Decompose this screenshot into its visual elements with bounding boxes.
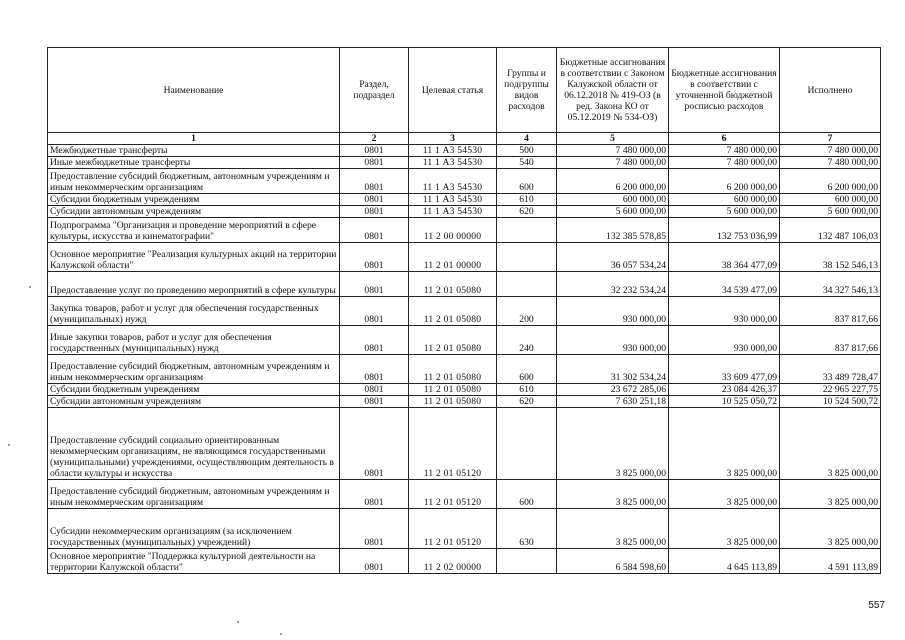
row-name: Субсидии бюджетным учреждениям (48, 384, 340, 396)
row-section: 0801 (340, 355, 409, 384)
header-expense-group: Группы и подгруппы видов расходов (497, 48, 557, 133)
column-number: 5 (557, 133, 669, 145)
scan-speck (237, 621, 239, 623)
table-row (48, 218, 881, 243)
row-name: Межбюджетные трансферты (48, 145, 340, 157)
row-target-article: 11 1 А3 54530 (409, 169, 497, 194)
row-target-article: 11 2 01 05120 (409, 480, 497, 509)
row-law-amount: 132 385 578,85 (557, 218, 669, 243)
row-section: 0801 (340, 297, 409, 326)
header-section: Раздел, подраздел (340, 48, 409, 133)
header-law-allocations: Бюджетные ассигнования в соответствии с Законом Калужской области от 06.12.2018 № 419-ОЗ (в ред. Закона КО от 05.12.2019 № 534-ОЗ) (557, 48, 669, 133)
row-target-article: 11 2 01 05080 (409, 355, 497, 384)
table-row (48, 384, 881, 396)
header-row (48, 48, 881, 133)
row-section: 0801 (340, 509, 409, 549)
row-target-article: 11 1 А3 54530 (409, 157, 497, 169)
row-refined-amount: 4 645 113,89 (669, 549, 780, 574)
row-target-article: 11 2 01 05120 (409, 509, 497, 549)
row-refined-amount: 7 480 000,00 (669, 145, 780, 157)
row-expense-group: 610 (497, 194, 557, 206)
table-row (48, 549, 881, 574)
row-law-amount: 930 000,00 (557, 326, 669, 355)
row-law-amount: 6 200 000,00 (557, 169, 669, 194)
column-number: 2 (340, 133, 409, 145)
row-target-article: 11 2 02 00000 (409, 549, 497, 574)
column-number: 7 (780, 133, 881, 145)
table-row (48, 408, 881, 480)
row-law-amount: 930 000,00 (557, 297, 669, 326)
row-name: Основное мероприятие "Поддержка культурной деятельности на территории Калужской области" (48, 549, 340, 574)
row-executed-amount: 7 480 000,00 (780, 145, 881, 157)
row-name: Предоставление субсидий социально ориентированным некоммерческим организациям, не являющимся государственными (муниципальными) учреждениями, осуществляющим деятельность в области культуры и искусства (48, 408, 340, 480)
row-executed-amount: 5 600 000,00 (780, 206, 881, 218)
row-executed-amount: 4 591 113,89 (780, 549, 881, 574)
row-section: 0801 (340, 218, 409, 243)
row-executed-amount: 3 825 000,00 (780, 408, 881, 480)
row-section: 0801 (340, 243, 409, 272)
row-target-article: 11 2 01 05120 (409, 408, 497, 480)
column-number: 6 (669, 133, 780, 145)
page-number: 557 (868, 600, 885, 611)
row-expense-group (497, 272, 557, 297)
table-row (48, 272, 881, 297)
row-target-article: 11 2 01 05080 (409, 326, 497, 355)
row-refined-amount: 3 825 000,00 (669, 480, 780, 509)
row-refined-amount: 3 825 000,00 (669, 408, 780, 480)
row-law-amount: 31 302 534,24 (557, 355, 669, 384)
header-executed: Исполнено (780, 48, 881, 133)
row-section: 0801 (340, 157, 409, 169)
table-row (48, 169, 881, 194)
row-section: 0801 (340, 169, 409, 194)
row-executed-amount: 837 817,66 (780, 297, 881, 326)
row-refined-amount: 34 539 477,09 (669, 272, 780, 297)
row-refined-amount: 6 200 000,00 (669, 169, 780, 194)
row-name: Иные межбюджетные трансферты (48, 157, 340, 169)
row-expense-group: 620 (497, 206, 557, 218)
row-refined-amount: 33 609 477,09 (669, 355, 780, 384)
row-law-amount: 7 480 000,00 (557, 145, 669, 157)
row-executed-amount: 38 152 546,13 (780, 243, 881, 272)
table-row (48, 396, 881, 408)
row-executed-amount: 600 000,00 (780, 194, 881, 206)
row-executed-amount: 34 327 546,13 (780, 272, 881, 297)
row-target-article: 11 1 А3 54530 (409, 145, 497, 157)
header-target-article: Целевая статья (409, 48, 497, 133)
row-refined-amount: 5 600 000,00 (669, 206, 780, 218)
row-refined-amount: 7 480 000,00 (669, 157, 780, 169)
row-executed-amount: 3 825 000,00 (780, 509, 881, 549)
row-name: Закупка товаров, работ и услуг для обеспечения государственных (муниципальных) нужд (48, 297, 340, 326)
row-name: Субсидии бюджетным учреждениям (48, 194, 340, 206)
table-row (48, 480, 881, 509)
row-target-article: 11 2 01 05080 (409, 272, 497, 297)
row-refined-amount: 930 000,00 (669, 297, 780, 326)
row-target-article: 11 2 01 05080 (409, 384, 497, 396)
row-section: 0801 (340, 549, 409, 574)
column-number-row (48, 133, 881, 145)
table-row (48, 326, 881, 355)
row-section: 0801 (340, 206, 409, 218)
header-name: Наименование (48, 48, 340, 133)
header-refined-allocations: Бюджетные ассигнования в соответствии с уточненной бюджетной росписью расходов (669, 48, 780, 133)
row-target-article: 11 2 01 00000 (409, 243, 497, 272)
row-target-article: 11 1 А3 54530 (409, 206, 497, 218)
table-row (48, 145, 881, 157)
scan-speck (8, 444, 10, 446)
row-executed-amount: 22 965 227,75 (780, 384, 881, 396)
row-target-article: 11 2 01 05080 (409, 297, 497, 326)
row-name: Предоставление субсидий бюджетным, автономным учреждениям и иным некоммерческим организациям (48, 480, 340, 509)
row-law-amount: 36 057 534,24 (557, 243, 669, 272)
row-expense-group: 200 (497, 297, 557, 326)
row-law-amount: 600 000,00 (557, 194, 669, 206)
row-refined-amount: 600 000,00 (669, 194, 780, 206)
row-expense-group: 540 (497, 157, 557, 169)
row-refined-amount: 38 364 477,09 (669, 243, 780, 272)
row-law-amount: 6 584 598,60 (557, 549, 669, 574)
row-expense-group: 600 (497, 169, 557, 194)
row-target-article: 11 1 А3 54530 (409, 194, 497, 206)
row-section: 0801 (340, 384, 409, 396)
row-law-amount: 3 825 000,00 (557, 408, 669, 480)
row-refined-amount: 930 000,00 (669, 326, 780, 355)
column-number: 1 (48, 133, 340, 145)
table-row (48, 206, 881, 218)
row-expense-group: 630 (497, 509, 557, 549)
budget-table (47, 47, 881, 574)
row-expense-group (497, 243, 557, 272)
row-name: Предоставление услуг по проведению мероприятий в сфере культуры (48, 272, 340, 297)
row-name: Субсидии некоммерческим организациям (за исключением государственных (муниципальных) учреждений) (48, 509, 340, 549)
row-expense-group: 610 (497, 384, 557, 396)
row-law-amount: 23 672 285,06 (557, 384, 669, 396)
row-expense-group: 620 (497, 396, 557, 408)
row-executed-amount: 132 487 106,03 (780, 218, 881, 243)
row-law-amount: 7 480 000,00 (557, 157, 669, 169)
scan-speck (280, 633, 282, 635)
row-expense-group (497, 218, 557, 243)
row-expense-group: 240 (497, 326, 557, 355)
row-expense-group (497, 549, 557, 574)
row-law-amount: 5 600 000,00 (557, 206, 669, 218)
row-name: Подпрограмма "Организация и проведение мероприятий в сфере культуры, искусства и кинематографии" (48, 218, 340, 243)
table-row (48, 243, 881, 272)
row-section: 0801 (340, 194, 409, 206)
row-name: Субсидии автономным учреждениям (48, 206, 340, 218)
row-name: Субсидии автономным учреждениям (48, 396, 340, 408)
row-refined-amount: 23 084 426,37 (669, 384, 780, 396)
row-section: 0801 (340, 396, 409, 408)
row-section: 0801 (340, 408, 409, 480)
row-section: 0801 (340, 145, 409, 157)
table-row (48, 194, 881, 206)
row-executed-amount: 33 489 728,47 (780, 355, 881, 384)
row-executed-amount: 837 817,66 (780, 326, 881, 355)
scan-speck (29, 286, 31, 288)
row-expense-group (497, 408, 557, 480)
row-executed-amount: 6 200 000,00 (780, 169, 881, 194)
row-law-amount: 7 630 251,18 (557, 396, 669, 408)
table-row (48, 297, 881, 326)
row-refined-amount: 132 753 036,99 (669, 218, 780, 243)
table-row (48, 355, 881, 384)
row-section: 0801 (340, 326, 409, 355)
column-number: 4 (497, 133, 557, 145)
row-name: Иные закупки товаров, работ и услуг для обеспечения государственных (муниципальных) нужд (48, 326, 340, 355)
row-expense-group: 600 (497, 480, 557, 509)
row-section: 0801 (340, 272, 409, 297)
column-number: 3 (409, 133, 497, 145)
row-refined-amount: 10 525 050,72 (669, 396, 780, 408)
row-refined-amount: 3 825 000,00 (669, 509, 780, 549)
table-row (48, 509, 881, 549)
row-section: 0801 (340, 480, 409, 509)
row-law-amount: 32 232 534,24 (557, 272, 669, 297)
row-executed-amount: 10 524 500,72 (780, 396, 881, 408)
table-row (48, 157, 881, 169)
row-name: Предоставление субсидий бюджетным, автономным учреждениям и иным некоммерческим организациям (48, 355, 340, 384)
row-target-article: 11 2 01 05080 (409, 396, 497, 408)
row-expense-group: 600 (497, 355, 557, 384)
row-executed-amount: 3 825 000,00 (780, 480, 881, 509)
row-target-article: 11 2 00 00000 (409, 218, 497, 243)
row-name: Предоставление субсидий бюджетным, автономным учреждениям и иным некоммерческим организациям (48, 169, 340, 194)
row-name: Основное мероприятие "Реализация культурных акций на территории Калужской области" (48, 243, 340, 272)
row-expense-group: 500 (497, 145, 557, 157)
row-law-amount: 3 825 000,00 (557, 480, 669, 509)
row-executed-amount: 7 480 000,00 (780, 157, 881, 169)
row-law-amount: 3 825 000,00 (557, 509, 669, 549)
